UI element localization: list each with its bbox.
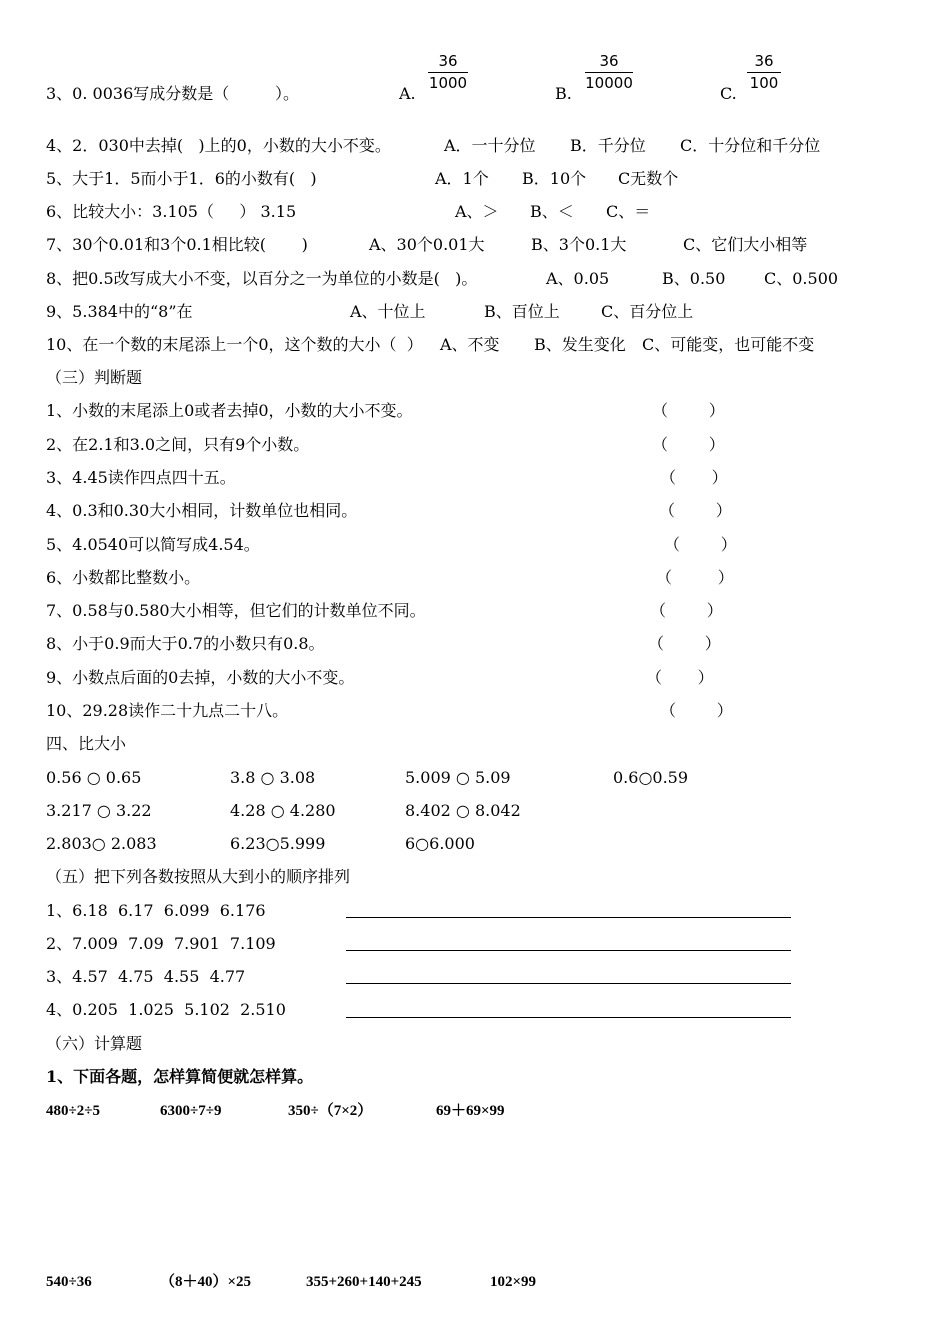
compare-item: 8.402 ○ 8.042 <box>405 801 521 820</box>
q8-option-a: A、0.05 <box>546 269 610 288</box>
order-item: 4、0.205 1.025 5.102 2.510 <box>46 1000 286 1019</box>
compare-item: 0.56 ○ 0.65 <box>46 768 142 787</box>
judge-answer-paren[interactable]: （ ） <box>656 568 734 587</box>
calc-expression: 540÷36 <box>46 1274 92 1290</box>
judge-answer-paren[interactable]: （ ） <box>664 535 737 554</box>
calc-section-title: （六）计算题 <box>46 1034 143 1053</box>
judge-answer-paren[interactable]: （ ） <box>660 701 733 720</box>
q7-option-b: B、3个0.1大 <box>531 235 627 254</box>
judge-answer-paren[interactable]: （ ） <box>660 468 728 487</box>
q3-fraction-a <box>428 52 468 92</box>
answer-line[interactable] <box>346 1017 791 1018</box>
q3-stem: 3、0. 0036写成分数是（ ）。 <box>46 84 300 103</box>
judge-item: 6、小数都比整数小。 <box>46 568 201 587</box>
answer-line[interactable] <box>346 917 791 918</box>
order-item: 2、7.009 7.09 7.901 7.109 <box>46 934 276 953</box>
q10-stem: 10、在一个数的末尾添上一个0，这个数的大小（ ） <box>46 335 423 354</box>
compare-item: 3.8 ○ 3.08 <box>230 768 316 787</box>
q7-option-a: A、30个0.01大 <box>369 235 485 254</box>
q3-option-c-label: C. <box>720 84 737 103</box>
compare-item: 0.6○0.59 <box>613 768 689 787</box>
fraction-numerator: 36 <box>754 52 774 70</box>
q6-stem: 6、比较大小：3.105（ ） 3.15 <box>46 202 297 221</box>
judge-item: 7、0.58与0.580大小相等，但它们的计数单位不同。 <box>46 601 426 620</box>
fraction-numerator: 36 <box>599 52 619 70</box>
judge-item: 1、小数的末尾添上0或者去掉0，小数的大小不变。 <box>46 401 413 420</box>
q8-stem: 8、把0.5改写成大小不变，以百分之一为单位的小数是( )。 <box>46 269 478 288</box>
judge-answer-paren[interactable]: （ ） <box>659 501 732 520</box>
compare-item: 5.009 ○ 5.09 <box>405 768 511 787</box>
q4-option-a: A．一十分位 <box>444 136 536 155</box>
q3-fraction-b <box>585 52 633 92</box>
q10-option-b: B、发生变化 <box>534 335 626 354</box>
q9-option-c: C、百分位上 <box>601 302 694 321</box>
judge-item: 3、4.45读作四点四十五。 <box>46 468 236 487</box>
order-item: 3、4.57 4.75 4.55 4.77 <box>46 967 246 986</box>
calc-expression: 69＋69×99 <box>436 1103 505 1119</box>
calc-instruction: 1、下面各题，怎样算简便就怎样算。 <box>46 1067 314 1086</box>
q9-option-a: A、十位上 <box>350 302 426 321</box>
judge-answer-paren[interactable]: （ ） <box>648 634 721 653</box>
calc-expression: 480÷2÷5 <box>46 1103 100 1119</box>
fraction-bar <box>585 72 633 73</box>
fraction-denominator: 10000 <box>585 74 633 92</box>
fraction-denominator: 1000 <box>428 74 468 92</box>
q6-option-c: C、＝ <box>606 202 651 221</box>
compare-item: 4.28 ○ 4.280 <box>230 801 336 820</box>
order-section-title: （五）把下列各数按照从大到小的顺序排列 <box>46 867 351 886</box>
q9-stem: 9、5.384中的“8”在 <box>46 302 193 321</box>
calc-expression: 6300÷7÷9 <box>160 1103 222 1119</box>
q4-stem: 4、2．030中去掉( )上的0，小数的大小不变。 <box>46 136 391 155</box>
q3-fraction-c <box>747 52 781 92</box>
q7-stem: 7、30个0.01和3个0.1相比较( ) <box>46 235 308 254</box>
q5-option-a: A．1个 <box>435 169 489 188</box>
judge-section-title: （三）判断题 <box>46 368 143 387</box>
fraction-bar <box>428 72 468 73</box>
judge-item: 10、29.28读作二十九点二十八。 <box>46 701 289 720</box>
q5-stem: 5、大于1．5而小于1．6的小数有( ) <box>46 169 317 188</box>
judge-answer-paren[interactable]: （ ） <box>650 601 723 620</box>
compare-item: 3.217 ○ 3.22 <box>46 801 152 820</box>
q4-option-b: B．千分位 <box>570 136 646 155</box>
compare-section-title: 四、比大小 <box>46 734 127 753</box>
judge-item: 8、小于0.9而大于0.7的小数只有0.8。 <box>46 634 325 653</box>
fraction-denominator: 100 <box>749 74 779 92</box>
q7-option-c: C、它们大小相等 <box>683 235 808 254</box>
q4-option-c: C．十分位和千分位 <box>680 136 821 155</box>
answer-line[interactable] <box>346 950 791 951</box>
judge-item: 4、0.3和0.30大小相同，计数单位也相同。 <box>46 501 358 520</box>
q8-option-c: C、0.500 <box>764 269 839 288</box>
answer-line[interactable] <box>346 983 791 984</box>
judge-item: 2、在2.1和3.0之间，只有9个小数。 <box>46 435 310 454</box>
q3-option-b-label: B. <box>555 84 572 103</box>
q8-option-b: B、0.50 <box>662 269 726 288</box>
q9-option-b: B、百位上 <box>484 302 560 321</box>
order-item: 1、6.18 6.17 6.099 6.176 <box>46 901 266 920</box>
calc-expression: （8＋40）×25 <box>160 1274 252 1290</box>
judge-answer-paren[interactable]: （ ） <box>652 435 725 454</box>
compare-item: 2.803○ 2.083 <box>46 834 157 853</box>
calc-expression: 350÷（7×2） <box>288 1103 373 1119</box>
fraction-bar <box>747 72 781 73</box>
compare-item: 6.23○5.999 <box>230 834 326 853</box>
calc-expression: 355+260+140+245 <box>306 1274 422 1290</box>
q6-option-b: B、＜ <box>530 202 574 221</box>
q5-option-c: C无数个 <box>618 169 679 188</box>
q3-option-a-label: A. <box>399 84 416 103</box>
judge-item: 9、小数点后面的0去掉，小数的大小不变。 <box>46 668 355 687</box>
q10-option-a: A、不变 <box>440 335 500 354</box>
fraction-numerator: 36 <box>438 52 458 70</box>
judge-answer-paren[interactable]: （ ） <box>652 401 725 420</box>
judge-answer-paren[interactable]: （ ） <box>646 668 714 687</box>
q5-option-b: B．10个 <box>522 169 587 188</box>
compare-item: 6○6.000 <box>405 834 475 853</box>
judge-item: 5、4.0540可以简写成4.54。 <box>46 535 260 554</box>
q6-option-a: A、＞ <box>455 202 499 221</box>
calc-expression: 102×99 <box>490 1274 537 1290</box>
q10-option-c: C、可能变，也可能不变 <box>642 335 815 354</box>
